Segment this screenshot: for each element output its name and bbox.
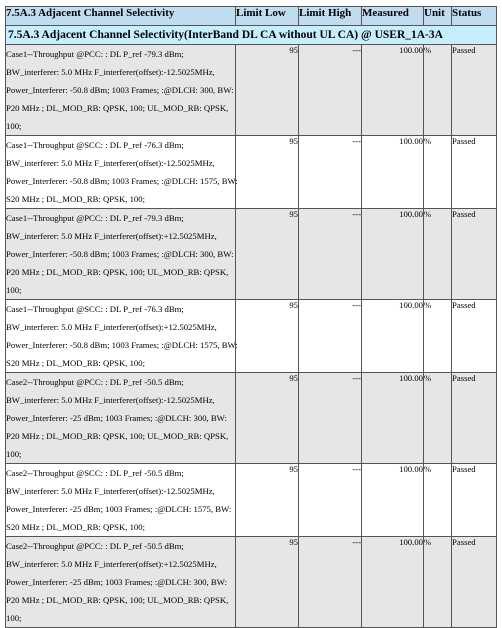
limit-low-cell: 95 [236,464,299,537]
test-description [6,537,236,628]
table-row [6,373,497,464]
description-line: S20 MHz ; DL_MOD_RB: QPSK, 100; [6,194,146,204]
measured-cell: 100.00 [362,209,424,300]
table-row [6,45,497,136]
description-line: BW_interferer: 5.0 MHz F_interferer(offset):-12.5025MHz, [6,158,215,168]
header-row [6,7,497,26]
description-line: 100; [6,285,22,295]
unit-cell: % [424,209,452,300]
header-limit-low: Limit Low [236,7,299,26]
description-line: P20 MHz ; DL_MOD_RB: QPSK, 100; UL_MOD_RB: QPSK, [6,595,229,605]
description-line: Case2--Throughput @PCC: : DL P_ref -50.5 dBm; [6,377,184,387]
header-measured: Measured [362,7,424,26]
test-description [6,464,236,537]
table-row [6,300,497,373]
description-line: 100; [6,121,22,131]
measured-cell: 100.00 [362,45,424,136]
description-line: Power_Interferer: -50.8 dBm; 1003 Frames; :@DLCH: 1575, BW: [6,176,238,186]
limit-high-cell: --- [299,209,362,300]
description-line: BW_interferer: 5.0 MHz F_interferer(offset):+12.5025MHz, [6,559,217,569]
description-line: Power_Interferer: -25 dBm; 1003 Frames; :@DLCH: 300, BW: [6,577,227,587]
measured-cell: 100.00 [362,136,424,209]
description-line: Power_Interferer: -50.8 dBm; 1003 Frames; :@DLCH: 1575, BW: [6,340,238,350]
limit-low-cell: 95 [236,537,299,628]
unit-cell: % [424,537,452,628]
measured-cell: 100.00 [362,300,424,373]
limit-low-cell: 95 [236,209,299,300]
header-status: Status [452,7,497,26]
limit-low-cell: 95 [236,373,299,464]
description-line: Case2--Throughput @PCC: : DL P_ref -50.5 dBm; [6,541,184,551]
description-line: S20 MHz ; DL_MOD_RB: QPSK, 100; [6,358,146,368]
description-line: 100; [6,613,22,623]
description-line: BW_interferer: 5.0 MHz F_interferer(offset):+12.5025MHz, [6,322,217,332]
description-line: Power_Interferer: -25 dBm; 1003 Frames; :@DLCH: 1575, BW: [6,504,232,514]
test-description [6,209,236,300]
limit-low-cell: 95 [236,45,299,136]
description-line: P20 MHz ; DL_MOD_RB: QPSK, 100; UL_MOD_RB: QPSK, [6,103,229,113]
description-line: 100; [6,449,22,459]
test-description [6,300,236,373]
status-cell: Passed [452,373,497,464]
description-line: Case1--Throughput @PCC: : DL P_ref -79.3 dBm; [6,213,184,223]
limit-low-cell: 95 [236,136,299,209]
description-line: Case2--Throughput @SCC: : DL P_ref -50.5 dBm; [6,468,184,478]
description-line: P20 MHz ; DL_MOD_RB: QPSK, 100; UL_MOD_RB: QPSK, [6,267,229,277]
description-line: BW_interferer: 5.0 MHz F_interferer(offset):-12.5025MHz, [6,486,215,496]
description-line: BW_interferer: 5.0 MHz F_interferer(offset):+12.5025MHz, [6,231,217,241]
table-row [6,537,497,628]
description-line: Power_Interferer: -50.8 dBm; 1003 Frames; :@DLCH: 300, BW: [6,85,234,95]
description-line: Case1--Throughput @PCC: : DL P_ref -79.3 dBm; [6,49,184,59]
measured-cell: 100.00 [362,537,424,628]
description-line: BW_interferer: 5.0 MHz F_interferer(offset):-12.5025MHz, [6,67,215,77]
status-cell: Passed [452,45,497,136]
description-line: Case1--Throughput @SCC: : DL P_ref -76.3 dBm; [6,304,184,314]
results-table [5,6,497,628]
header-unit: Unit [424,7,452,26]
test-description [6,45,236,136]
status-cell: Passed [452,537,497,628]
unit-cell: % [424,373,452,464]
header-limit-high: Limit High [299,7,362,26]
section-title: 7.5A.3 Adjacent Channel Selectivity(InterBand DL CA without UL CA) @ USER_1A-3A [6,26,497,45]
table-row [6,464,497,537]
status-cell: Passed [452,136,497,209]
limit-high-cell: --- [299,373,362,464]
limit-high-cell: --- [299,136,362,209]
status-cell: Passed [452,300,497,373]
status-cell: Passed [452,464,497,537]
unit-cell: % [424,464,452,537]
measured-cell: 100.00 [362,373,424,464]
test-description [6,373,236,464]
limit-high-cell: --- [299,464,362,537]
table-row [6,136,497,209]
limit-high-cell: --- [299,300,362,373]
measured-cell: 100.00 [362,464,424,537]
limit-high-cell: --- [299,537,362,628]
description-line: BW_interferer: 5.0 MHz F_interferer(offset):-12.5025MHz, [6,395,215,405]
unit-cell: % [424,136,452,209]
status-cell: Passed [452,209,497,300]
header-test: 7.5A.3 Adjacent Channel Selectivity [6,7,236,26]
description-line: Power_Interferer: -25 dBm; 1003 Frames; :@DLCH: 300, BW: [6,413,227,423]
limit-high-cell: --- [299,45,362,136]
section-title-row [6,26,497,45]
test-description [6,136,236,209]
unit-cell: % [424,45,452,136]
limit-low-cell: 95 [236,300,299,373]
unit-cell: % [424,300,452,373]
table-row [6,209,497,300]
description-line: S20 MHz ; DL_MOD_RB: QPSK, 100; [6,522,146,532]
description-line: Case1--Throughput @SCC: : DL P_ref -76.3 dBm; [6,140,184,150]
description-line: Power_Interferer: -50.8 dBm; 1003 Frames; :@DLCH: 300, BW: [6,249,234,259]
description-line: P20 MHz ; DL_MOD_RB: QPSK, 100; UL_MOD_RB: QPSK, [6,431,229,441]
